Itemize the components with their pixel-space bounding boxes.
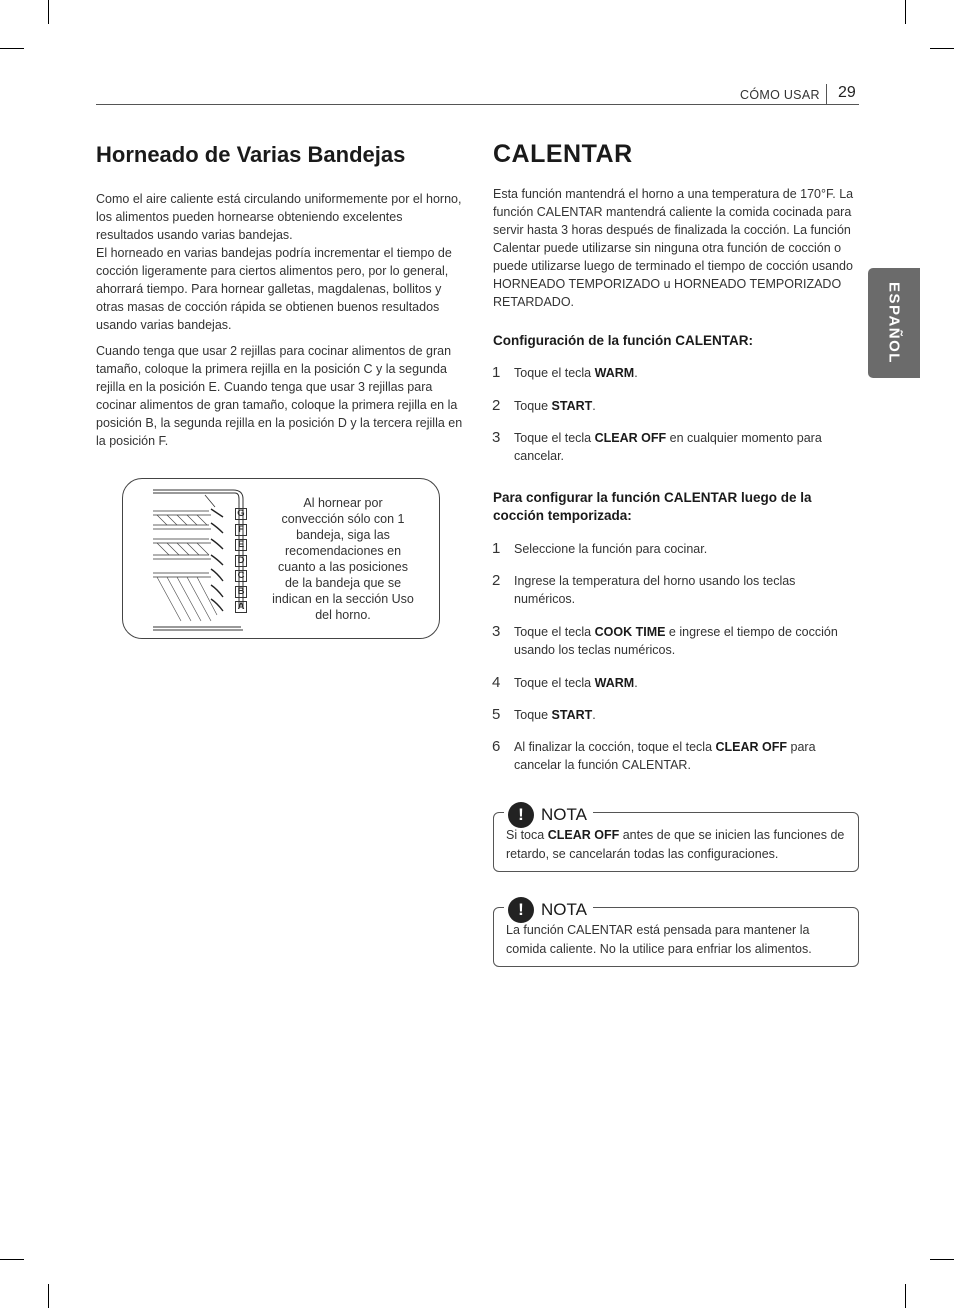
step-key: COOK TIME (594, 625, 666, 639)
note-box (493, 900, 859, 967)
crop-mark (0, 48, 24, 49)
step-text (514, 707, 860, 725)
crop-mark (930, 1259, 954, 1260)
step-key: START (551, 399, 593, 413)
crop-mark (0, 1259, 24, 1260)
note-text-post: antes de que se inicien las funciones de retardo, se cancelarán todas las configuraciones. (506, 828, 845, 861)
step-key: WARM (594, 676, 635, 690)
step-text (514, 430, 860, 465)
step-key: WARM (594, 366, 635, 380)
step-text-post: . (592, 399, 596, 413)
step-text-pre: Ingrese la temperatura del horno usando los teclas numéricos. (514, 574, 796, 606)
crop-mark (905, 0, 906, 24)
step-text (514, 675, 860, 693)
crop-mark (48, 0, 49, 24)
step-text-pre: Toque el tecla (514, 366, 595, 380)
section-title-multi-rack: Horneado de Varias Bandejas (96, 142, 406, 167)
step-number: 1 (492, 364, 501, 381)
note-text-pre: Si toca (506, 828, 548, 842)
note-label: NOTA (541, 805, 587, 824)
rack-label-e: E (235, 539, 247, 551)
rack-label-f: F (235, 524, 247, 536)
step-text (514, 398, 860, 416)
rack-label-a: A (235, 601, 247, 613)
step-text-pre: Toque el tecla (514, 676, 595, 690)
step-text-post: e ingrese el tiempo de cocción usando los teclas numéricos. (514, 625, 838, 657)
step-number: 4 (492, 674, 501, 691)
step-text-pre: Toque el tecla (514, 625, 595, 639)
note-text (506, 921, 836, 958)
step-key: CLEAR OFF (715, 740, 788, 754)
header-rule (96, 104, 859, 105)
multi-rack-paragraph-2 (96, 342, 464, 450)
step-number: 5 (492, 706, 501, 723)
step-text-post: . (592, 708, 596, 722)
step-number: 2 (492, 572, 501, 589)
calentar-intro-text: Esta función mantendrá el horno a una temperatura de 170°F. La función CALENTAR mantendrá caliente la comida cocinada para servir hasta 3 horas después de finalizada la cocción. La función Calentar puede utilizarse sin ninguna otra función de cocción o puede utilizarse luego de terminado el tiempo de cocción usando HORNEADO TEMPORIZADO u HORNEADO TEMPORIZADO RETARDADO. (493, 187, 854, 309)
step-key: CLEAR OFF (594, 431, 667, 445)
crop-mark (905, 1284, 906, 1308)
note-badge (504, 802, 593, 828)
rack-labels (235, 508, 247, 613)
rack-label-d: D (235, 555, 247, 567)
rack-label-g: G (235, 508, 247, 520)
step-key: START (551, 708, 593, 722)
step-number: 6 (492, 738, 501, 755)
calentar-intro (493, 185, 861, 311)
step-text-pre: Toque el tecla (514, 431, 595, 445)
exclamation-icon: ! (508, 802, 534, 828)
header-separator (826, 84, 827, 104)
crop-mark (930, 48, 954, 49)
step-text-pre: Al finalizar la cocción, toque el tecla (514, 740, 716, 754)
step-text (514, 573, 844, 608)
section-title-calentar: CALENTAR (493, 140, 633, 168)
exclamation-icon: ! (508, 897, 534, 923)
rack-label-c: C (235, 570, 247, 582)
note-label: NOTA (541, 900, 587, 919)
step-text (514, 739, 860, 774)
language-tab-label: ESPAÑOL (885, 282, 903, 364)
step-text (514, 541, 860, 559)
step-number: 3 (492, 429, 501, 446)
language-tab (868, 268, 920, 378)
step-text-post: para cancelar la función CALENTAR. (514, 740, 816, 772)
multi-rack-paragraph-1 (96, 190, 462, 334)
note-key: CLEAR OFF (547, 828, 620, 842)
rack-label-b: B (235, 586, 247, 598)
step-text-post: en cualquier momento para cancelar. (514, 431, 822, 463)
step-number: 2 (492, 397, 501, 414)
step-text (514, 624, 860, 659)
page-number: 29 (838, 84, 856, 101)
multi-rack-paragraph-1-text: Como el aire caliente está circulando uniformemente por el horno, los alimentos pueden hornearse obteniendo excelentes resultados usando varias bandejas. El horneado en varias bandejas podría incrementar el tiempo de cocción ligeramente para ciertos alimentos pero, por lo general, ahorrará tiempo. Para hornear galletas, magdalenas, bollitos y otras masas de cocción rápida se obtienen buenos resultados usando varias bandejas. (96, 192, 462, 332)
step-text-post: . (634, 676, 638, 690)
step-text-pre: Seleccione la función para cocinar. (514, 542, 708, 556)
step-number: 3 (492, 623, 501, 640)
header-section-label: CÓMO USAR (740, 88, 820, 102)
note-text-pre: La función CALENTAR está pensada para mantener la comida caliente. No la utilice para enfriar los alimentos. (506, 923, 812, 956)
step-text (514, 365, 860, 383)
note-text (506, 826, 856, 863)
rack-position-figure (122, 478, 440, 639)
subhead-calentar-after-timed: Para configurar la función CALENTAR luego de la cocción temporizada: (493, 490, 812, 523)
step-text-pre: Toque (514, 708, 552, 722)
crop-mark (48, 1284, 49, 1308)
step-number: 1 (492, 540, 501, 557)
step-text-post: . (634, 366, 638, 380)
step-text-pre: Toque (514, 399, 552, 413)
note-box (493, 805, 859, 872)
figure-caption: Al hornear por convección sólo con 1 bandeja, siga las recomendaciones en cuanto a las posiciones de la bandeja que se indican en la sección Uso del horno. (272, 496, 414, 622)
multi-rack-paragraph-2-text: Cuando tenga que usar 2 rejillas para cocinar alimentos de gran tamaño, coloque la primera rejilla en la posición C y la segunda rejilla en la posición E. Cuando tenga que usar 3 rejillas para cocinar alimentos de gran tamaño, coloque la primera rejilla en la posición B, la segunda rejilla en la posición D y la tercera rejilla en la posición F. (96, 344, 463, 448)
subhead-config-calentar: Configuración de la función CALENTAR: (493, 333, 753, 348)
note-badge (504, 897, 593, 923)
